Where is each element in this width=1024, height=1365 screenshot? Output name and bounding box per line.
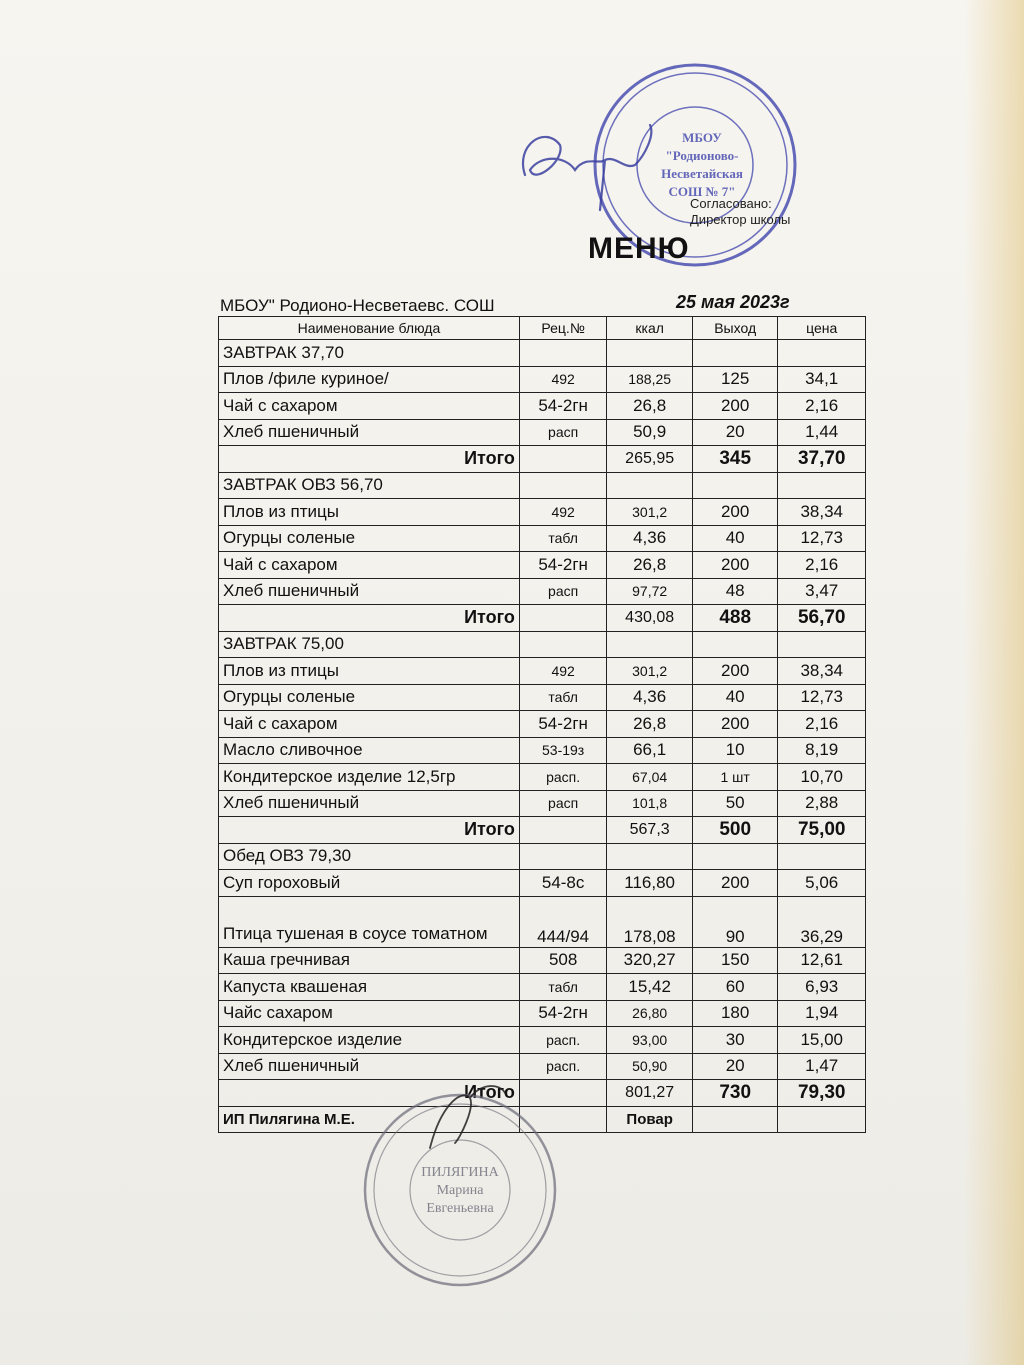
table-row — [219, 419, 866, 446]
cell-dish-name: Итого — [219, 817, 520, 844]
cell-recipe-no: табл — [519, 684, 607, 711]
cell-recipe-no: расп. — [519, 764, 607, 791]
cell-kcal — [607, 631, 693, 658]
cell-yield: 20 — [692, 419, 778, 446]
cell-recipe-no: расп — [519, 790, 607, 817]
cell-recipe-no — [519, 446, 607, 473]
table-row — [219, 790, 866, 817]
cell-price: 5,06 — [778, 870, 866, 897]
cell-dish-name: Птица тушеная в соусе томатном — [219, 896, 520, 947]
cell-price — [778, 843, 866, 870]
approve-role: Директор школы — [690, 212, 791, 227]
cell-recipe-no: табл — [519, 525, 607, 552]
cell-dish-name: Чай с сахаром — [219, 711, 520, 738]
cell-kcal: 430,08 — [607, 605, 693, 632]
section-row — [219, 843, 866, 870]
col-header-yield: Выход — [692, 317, 778, 340]
cell-dish-name: Огурцы соленые — [219, 684, 520, 711]
table-row — [219, 499, 866, 526]
table-row — [219, 1027, 866, 1054]
cell-dish-name: Хлеб пшеничный — [219, 1053, 520, 1080]
cell-price — [778, 1106, 866, 1133]
cell-yield — [692, 340, 778, 367]
cell-dish-name: Плов из птицы — [219, 499, 520, 526]
table-row — [219, 1053, 866, 1080]
cell-dish-name: Кондитерское изделие 12,5гр — [219, 764, 520, 791]
cell-dish-name: Плов из птицы — [219, 658, 520, 685]
cell-dish-name: Огурцы соленые — [219, 525, 520, 552]
cell-dish-name: Каша гречнивая — [219, 947, 520, 974]
cell-dish-name: Итого — [219, 446, 520, 473]
cell-kcal: 26,8 — [607, 711, 693, 738]
cell-dish-name: Чай с сахаром — [219, 552, 520, 579]
col-header-name: Наименование блюда — [219, 317, 520, 340]
cell-price: 3,47 — [778, 578, 866, 605]
cell-kcal: 4,36 — [607, 684, 693, 711]
cell-kcal: 265,95 — [607, 446, 693, 473]
table-row — [219, 870, 866, 897]
page-title: МЕНЮ — [588, 232, 690, 265]
table-row — [219, 684, 866, 711]
cell-recipe-no: 54-8с — [519, 870, 607, 897]
table-row — [219, 552, 866, 579]
cell-price: 6,93 — [778, 974, 866, 1001]
cell-yield: 150 — [692, 947, 778, 974]
cell-yield — [692, 631, 778, 658]
cell-kcal: 178,08 — [607, 896, 693, 947]
table-row — [219, 393, 866, 420]
cell-kcal: 101,8 — [607, 790, 693, 817]
stamp-line-3: Несветайская — [661, 166, 743, 181]
cell-yield: 488 — [692, 605, 778, 632]
cell-yield: 200 — [692, 393, 778, 420]
cell-price: 56,70 — [778, 605, 866, 632]
table-row — [219, 947, 866, 974]
cell-dish-name: Обед ОВЗ 79,30 — [219, 843, 520, 870]
cell-kcal: 15,42 — [607, 974, 693, 1001]
col-header-recipe: Рец.№ — [519, 317, 607, 340]
cell-price: 12,73 — [778, 525, 866, 552]
cell-dish-name: Хлеб пшеничный — [219, 578, 520, 605]
cell-kcal: 26,8 — [607, 393, 693, 420]
cell-price — [778, 340, 866, 367]
cell-kcal: 301,2 — [607, 658, 693, 685]
table-row — [219, 737, 866, 764]
total-row — [219, 817, 866, 844]
cell-price: 1,44 — [778, 419, 866, 446]
cell-yield: 200 — [692, 658, 778, 685]
cell-price: 2,16 — [778, 393, 866, 420]
stamp-bottom-line-2: Марина — [436, 1183, 484, 1198]
cell-kcal: 66,1 — [607, 737, 693, 764]
cell-recipe-no — [519, 605, 607, 632]
cell-dish-name: ЗАВТРАК 37,70 — [219, 340, 520, 367]
table-row — [219, 658, 866, 685]
cell-price: 75,00 — [778, 817, 866, 844]
cell-kcal: 320,27 — [607, 947, 693, 974]
cell-dish-name: ЗАВТРАК ОВЗ 56,70 — [219, 472, 520, 499]
director-signature — [505, 115, 665, 215]
cell-dish-name: ЗАВТРАК 75,00 — [219, 631, 520, 658]
total-row — [219, 446, 866, 473]
cell-price: 1,94 — [778, 1000, 866, 1027]
cell-dish-name: Итого — [219, 1080, 520, 1107]
table-row — [219, 525, 866, 552]
cell-yield: 10 — [692, 737, 778, 764]
cell-kcal: 67,04 — [607, 764, 693, 791]
menu-table — [218, 316, 866, 1133]
cell-dish-name: Капуста квашеная — [219, 974, 520, 1001]
cell-yield: 200 — [692, 552, 778, 579]
table-row — [219, 366, 866, 393]
cell-yield: 50 — [692, 790, 778, 817]
cell-yield: 60 — [692, 974, 778, 1001]
section-row — [219, 631, 866, 658]
cell-price: 8,19 — [778, 737, 866, 764]
table-row — [219, 578, 866, 605]
stamp-bottom-line-1: ПИЛЯГИНА — [421, 1165, 499, 1180]
stamp-line-4: СОШ № 7" — [668, 184, 736, 199]
cell-kcal — [607, 340, 693, 367]
cook-signature — [420, 1078, 520, 1158]
cell-recipe-no: 444/94 — [519, 896, 607, 947]
stamp-line-1: МБОУ — [682, 130, 722, 145]
cell-dish-name: Суп гороховый — [219, 870, 520, 897]
cell-kcal: 26,8 — [607, 552, 693, 579]
col-header-price: цена — [778, 317, 866, 340]
cell-yield: 90 — [692, 896, 778, 947]
table-row — [219, 974, 866, 1001]
cell-kcal: 50,90 — [607, 1053, 693, 1080]
cell-recipe-no: 492 — [519, 658, 607, 685]
cell-dish-name: ИП Пилягина М.Е. — [219, 1106, 520, 1133]
cell-yield: 125 — [692, 366, 778, 393]
cell-recipe-no: 54-2гн — [519, 711, 607, 738]
cell-yield: 345 — [692, 446, 778, 473]
stamp-bottom-line-3: Евгеньевна — [426, 1201, 494, 1216]
background-edge — [964, 0, 1024, 1365]
cell-kcal — [607, 843, 693, 870]
cell-kcal: 50,9 — [607, 419, 693, 446]
approval-block — [690, 196, 790, 228]
cell-dish-name: Масло сливочное — [219, 737, 520, 764]
menu-date: 25 мая 2023г — [676, 292, 790, 312]
cell-kcal — [607, 472, 693, 499]
cell-recipe-no: 53-19з — [519, 737, 607, 764]
cell-recipe-no: расп. — [519, 1053, 607, 1080]
cell-yield: 200 — [692, 870, 778, 897]
table-header-row — [219, 317, 866, 340]
cell-yield: 200 — [692, 499, 778, 526]
cell-recipe-no: 492 — [519, 366, 607, 393]
cell-kcal: 97,72 — [607, 578, 693, 605]
cell-price: 38,34 — [778, 499, 866, 526]
cell-price: 38,34 — [778, 658, 866, 685]
cell-kcal: Повар — [607, 1106, 693, 1133]
cell-price: 36,29 — [778, 896, 866, 947]
cell-recipe-no — [519, 472, 607, 499]
cell-kcal: 301,2 — [607, 499, 693, 526]
cell-recipe-no: 492 — [519, 499, 607, 526]
cell-yield — [692, 1106, 778, 1133]
cell-price: 2,88 — [778, 790, 866, 817]
cell-dish-name: Итого — [219, 605, 520, 632]
cell-price — [778, 631, 866, 658]
cell-dish-name: Чай с сахаром — [219, 393, 520, 420]
cell-yield: 40 — [692, 684, 778, 711]
cell-kcal: 188,25 — [607, 366, 693, 393]
approve-label: Согласовано: — [690, 196, 772, 211]
section-row — [219, 340, 866, 367]
cell-recipe-no: расп. — [519, 1027, 607, 1054]
cell-dish-name: Чайс сахаром — [219, 1000, 520, 1027]
cell-recipe-no: 508 — [519, 947, 607, 974]
cell-dish-name: Кондитерское изделие — [219, 1027, 520, 1054]
cell-price: 79,30 — [778, 1080, 866, 1107]
cell-yield: 500 — [692, 817, 778, 844]
cell-kcal: 567,3 — [607, 817, 693, 844]
cell-recipe-no: табл — [519, 974, 607, 1001]
cell-kcal: 116,80 — [607, 870, 693, 897]
cell-dish-name: Плов /филе куриное/ — [219, 366, 520, 393]
cell-recipe-no: 54-2гн — [519, 393, 607, 420]
cell-yield: 30 — [692, 1027, 778, 1054]
cell-yield: 40 — [692, 525, 778, 552]
cell-recipe-no: 54-2гн — [519, 552, 607, 579]
table-row — [219, 711, 866, 738]
cell-recipe-no — [519, 843, 607, 870]
cell-price: 1,47 — [778, 1053, 866, 1080]
cell-price — [778, 472, 866, 499]
cell-yield — [692, 472, 778, 499]
table-row — [219, 764, 866, 791]
cell-kcal: 93,00 — [607, 1027, 693, 1054]
table-row — [219, 896, 866, 947]
table-row — [219, 1000, 866, 1027]
cell-kcal: 801,27 — [607, 1080, 693, 1107]
cell-yield: 48 — [692, 578, 778, 605]
cell-kcal: 26,80 — [607, 1000, 693, 1027]
cell-yield — [692, 843, 778, 870]
cell-yield: 730 — [692, 1080, 778, 1107]
col-header-kcal: ккал — [607, 317, 693, 340]
total-row — [219, 605, 866, 632]
cell-recipe-no — [519, 631, 607, 658]
cell-recipe-no — [519, 340, 607, 367]
cell-price: 12,61 — [778, 947, 866, 974]
school-name: МБОУ" Родионо-Несветаевс. СОШ — [220, 296, 495, 315]
cell-dish-name: Хлеб пшеничный — [219, 790, 520, 817]
cell-recipe-no: расп — [519, 419, 607, 446]
cell-price: 37,70 — [778, 446, 866, 473]
cell-yield: 1 шт — [692, 764, 778, 791]
cell-dish-name: Хлеб пшеничный — [219, 419, 520, 446]
cell-price: 12,73 — [778, 684, 866, 711]
cell-yield: 200 — [692, 711, 778, 738]
cell-price: 15,00 — [778, 1027, 866, 1054]
cell-price: 2,16 — [778, 552, 866, 579]
cell-recipe-no: 54-2гн — [519, 1000, 607, 1027]
cell-recipe-no — [519, 817, 607, 844]
cell-price: 2,16 — [778, 711, 866, 738]
cell-recipe-no: расп — [519, 578, 607, 605]
stamp-line-2: "Родионово- — [665, 148, 739, 163]
cell-yield: 180 — [692, 1000, 778, 1027]
cell-yield: 20 — [692, 1053, 778, 1080]
cell-kcal: 4,36 — [607, 525, 693, 552]
cell-price: 34,1 — [778, 366, 866, 393]
cell-price: 10,70 — [778, 764, 866, 791]
section-row — [219, 472, 866, 499]
